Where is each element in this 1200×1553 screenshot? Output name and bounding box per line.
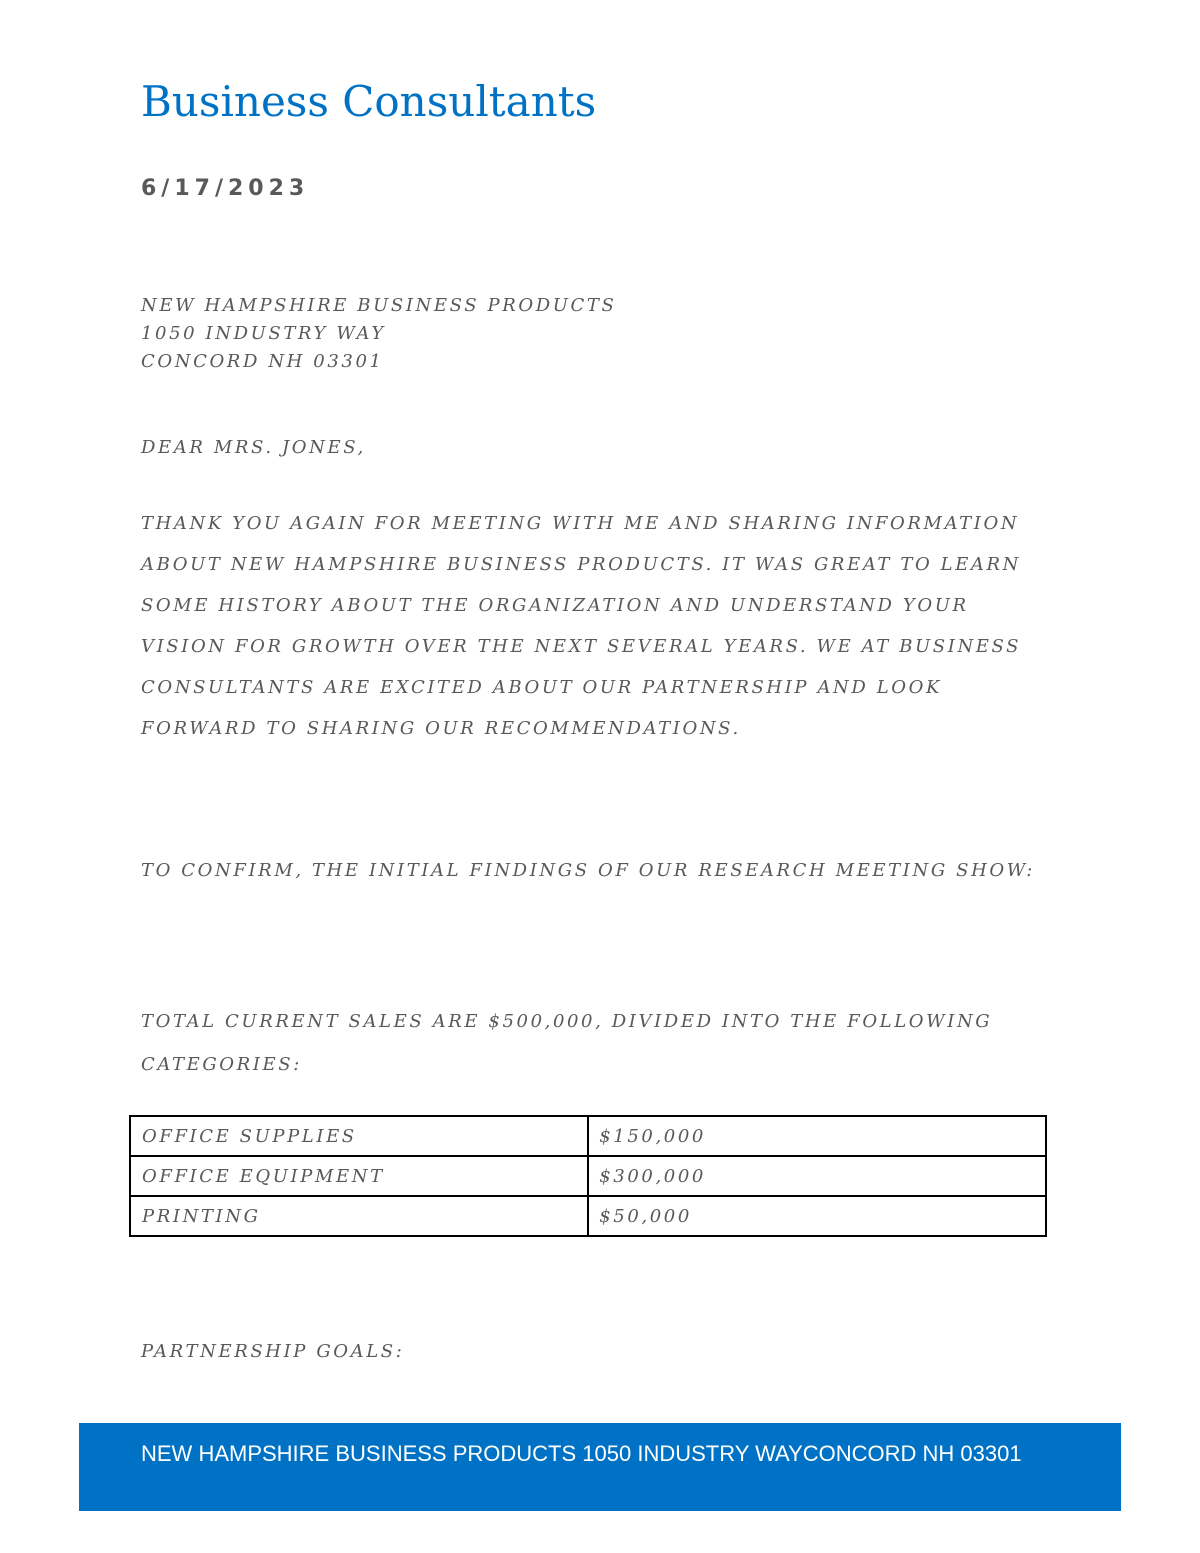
partnership-goals-heading: PARTNERSHIP GOALS: [141, 1341, 405, 1362]
category-cell: OFFICE EQUIPMENT [130, 1156, 588, 1196]
paragraph-line: CONSULTANTS ARE EXCITED ABOUT OUR PARTNERSHIP AND LOOK [141, 677, 943, 698]
footer-bar [79, 1423, 1121, 1511]
paragraph-line: VISION FOR GROWTH OVER THE NEXT SEVERAL YEARS. WE AT BUSINESS [141, 636, 1022, 657]
table-row [130, 1156, 1046, 1196]
table-row [130, 1196, 1046, 1236]
address-line-company: NEW HAMPSHIRE BUSINESS PRODUCTS [141, 295, 617, 316]
sales-line: TOTAL CURRENT SALES ARE $500,000, DIVIDED INTO THE FOLLOWING [141, 1011, 993, 1032]
footer-address: NEW HAMPSHIRE BUSINESS PRODUCTS 1050 INDUSTRY WAYCONCORD NH 03301 [141, 1441, 1022, 1466]
sales-categories-table [129, 1115, 1047, 1237]
amount-cell: $150,000 [588, 1116, 1046, 1156]
salutation: DEAR MRS. JONES, [141, 437, 366, 458]
address-line-street: 1050 INDUSTRY WAY [141, 323, 386, 344]
amount-cell: $50,000 [588, 1196, 1046, 1236]
intro-paragraph [141, 503, 1021, 749]
category-cell: PRINTING [130, 1196, 588, 1236]
address-line-city: CONCORD NH 03301 [141, 351, 384, 372]
confirm-findings-text: TO CONFIRM, THE INITIAL FINDINGS OF OUR RESEARCH MEETING SHOW: [141, 860, 1035, 881]
paragraph-line: FORWARD TO SHARING OUR RECOMMENDATIONS. [141, 718, 741, 739]
recipient-address [141, 292, 616, 376]
total-sales-text [141, 1000, 992, 1086]
company-title: Business Consultants [141, 77, 597, 126]
category-cell: OFFICE SUPPLIES [130, 1116, 588, 1156]
sales-line: CATEGORIES: [141, 1054, 302, 1075]
paragraph-line: ABOUT NEW HAMPSHIRE BUSINESS PRODUCTS. IT WAS GREAT TO LEARN [141, 554, 1022, 575]
letter-date: 6/17/2023 [141, 176, 310, 201]
paragraph-line: SOME HISTORY ABOUT THE ORGANIZATION AND UNDERSTAND YOUR [141, 595, 969, 616]
amount-cell: $300,000 [588, 1156, 1046, 1196]
table-row [130, 1116, 1046, 1156]
paragraph-line: THANK YOU AGAIN FOR MEETING WITH ME AND SHARING INFORMATION [141, 513, 1020, 534]
